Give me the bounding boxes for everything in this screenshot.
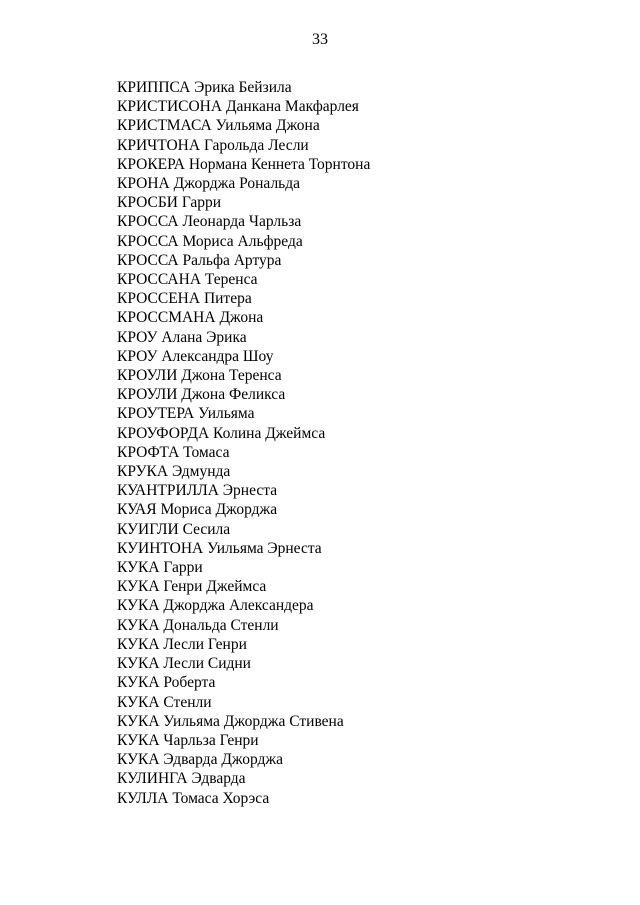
list-item: КРОУЛИ Джона Теренса <box>117 367 282 385</box>
list-item: КРОССА Леонарда Чарльза <box>117 213 302 231</box>
list-item: КРОКЕРА Нормана Кеннета Торнтона <box>117 155 371 173</box>
list-item: КУКА Чарльза Генри <box>117 731 259 749</box>
name-list <box>117 78 370 808</box>
list-item: КРОССМАНА Джона <box>117 309 264 327</box>
list-item: КРОУФОРДА Колина Джеймса <box>117 424 326 442</box>
list-item: КУАНТРИЛЛА Эрнеста <box>117 482 278 500</box>
list-item: КУИНТОНА Уильяма Эрнеста <box>117 539 322 557</box>
list-item: КУЛИНГА Эдварда <box>117 770 246 788</box>
list-item: КУКА Роберта <box>117 674 216 692</box>
list-item: КРОУТЕРА Уильяма <box>117 405 255 423</box>
list-item: КУКА Гарри <box>117 559 203 577</box>
list-item: КРУКА Эдмунда <box>117 463 231 481</box>
list-item: КРОНА Джорджа Рональда <box>117 175 301 193</box>
list-item: КРИСТИСОНА Данкана Макфарлея <box>117 98 359 116</box>
list-item: КУКА Лесли Генри <box>117 635 247 653</box>
list-item: КУКА Лесли Сидни <box>117 655 251 673</box>
list-item: КУКА Джорджа Александера <box>117 597 314 615</box>
list-item: КУКА Уильяма Джорджа Стивена <box>117 712 344 730</box>
list-item: КРОУ Александра Шоу <box>117 347 274 365</box>
list-item: КУКА Стенли <box>117 693 212 711</box>
list-item: КРОССЕНА Питера <box>117 290 252 308</box>
list-item: КУКА Генри Джеймса <box>117 578 267 596</box>
list-item: КУКА Дональда Стенли <box>117 616 279 634</box>
list-item: КРИСТМАСА Уильяма Джона <box>117 117 320 135</box>
list-item: КУИГЛИ Сесила <box>117 520 231 538</box>
list-item: КРОССА Мориса Альфреда <box>117 232 303 250</box>
list-item: КРОФТА Томаса <box>117 443 230 461</box>
list-item: КРОУ Алана Эрика <box>117 328 247 346</box>
list-item: КРОССАНА Теренса <box>117 271 258 289</box>
list-item: КРОСБИ Гарри <box>117 194 222 212</box>
list-item: КУЛЛА Томаса Хорэса <box>117 789 270 807</box>
page-number: 33 <box>312 31 328 48</box>
list-item: КУКА Эдварда Джорджа <box>117 751 283 769</box>
list-item: КРИЧТОНА Гарольда Лесли <box>117 136 309 154</box>
list-item: КРОУЛИ Джона Феликса <box>117 386 286 404</box>
list-item: КРОССА Ральфа Артура <box>117 251 282 269</box>
list-item: КРИППСА Эрика Бейзила <box>117 79 292 96</box>
list-item: КУАЯ Мориса Джорджа <box>117 501 278 519</box>
